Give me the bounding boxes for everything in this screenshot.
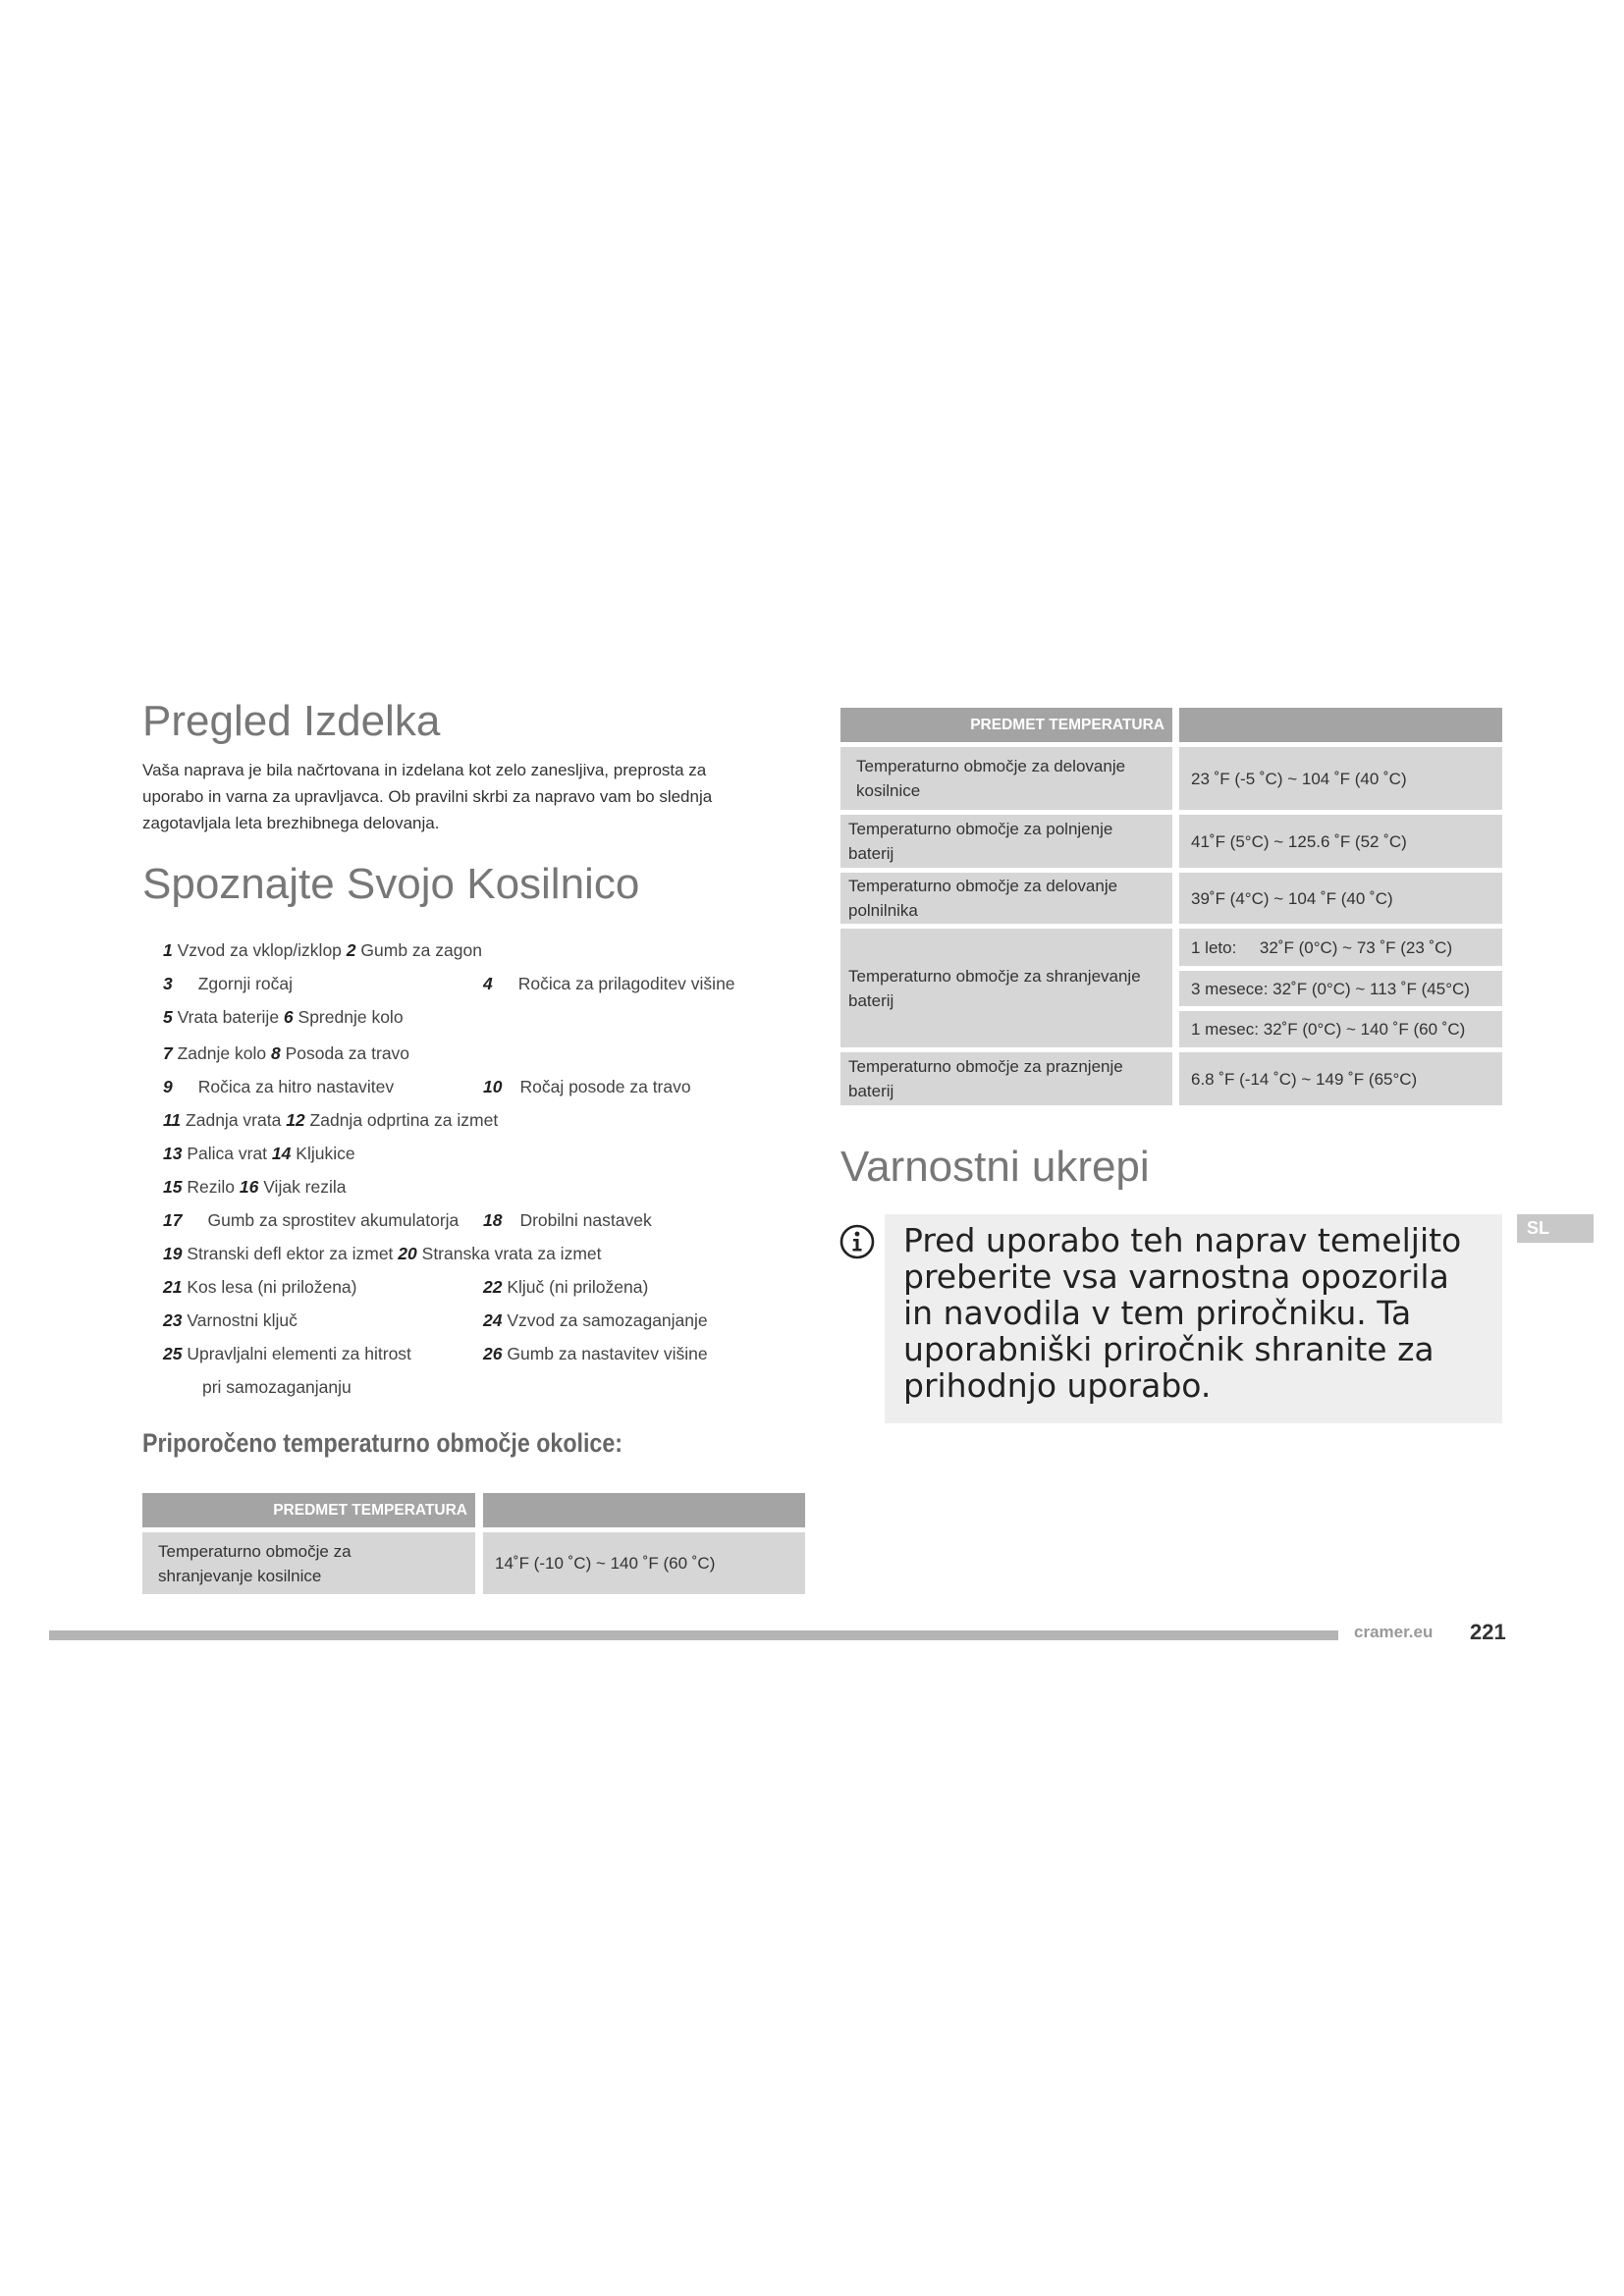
section-title-know-your-mower: Spoznajte Svojo Kosilnico (142, 860, 640, 908)
page-number: 221 (1470, 1620, 1506, 1644)
list-item: 5 Vrata baterije 6 Sprednje kolo (163, 1007, 404, 1027)
table-row-value: 14˚F (-10 ˚C) ~ 140 ˚F (60 ˚C) (483, 1532, 805, 1594)
list-item: 21 Kos lesa (ni priložena) (163, 1277, 357, 1297)
table-row-label: Temperaturno območje za polnjenje baterij (840, 815, 1172, 868)
list-item: 26 Gumb za nastavitev višine (483, 1344, 708, 1363)
list-item: 3 Zgornji ročaj (163, 974, 294, 993)
list-item: 22 Ključ (ni priložena) (483, 1277, 649, 1297)
list-item: 19 Stranski defl ektor za izmet 20 Stranska vrata za izmet (163, 1244, 602, 1263)
intro-paragraph: Vaša naprava je bila načrtovana in izdelana kot zelo zanesljiva, preprosta za uporabo in varna za upravljavca. Ob pravilni skrbi za napravo vam bo slednja zagotavljala leta brezhibnega delovanja. (142, 761, 713, 832)
list-item: 10 Ročaj posode za travo (483, 1077, 691, 1096)
info-icon (839, 1224, 875, 1259)
list-item: 11 Zadnja vrata 12 Zadnja odprtina za izmet (163, 1110, 499, 1130)
recommended-temperature-heading: Priporočeno temperaturno območje okolice: (142, 1428, 623, 1458)
list-item: 7 Zadnje kolo 8 Posoda za travo (163, 1043, 410, 1063)
table-row-value: 6.8 ˚F (-14 ˚C) ~ 149 ˚F (65°C) (1179, 1052, 1502, 1105)
list-item: 17 Gumb za sprostitev akumulatorja (163, 1210, 460, 1230)
list-item: 23 Varnostni ključ (163, 1310, 298, 1330)
table-row-label: Temperaturno območje za praznjenje baterij (840, 1052, 1172, 1105)
list-item: 13 Palica vrat 14 Kljukice (163, 1144, 355, 1163)
table-header-item: PREDMET TEMPERATURA (840, 708, 1172, 742)
table-row-label: Temperaturno območje za delovanje polnilnika (840, 873, 1172, 924)
list-item: 15 Rezilo 16 Vijak rezila (163, 1177, 347, 1197)
list-item: 25 Upravljalni elementi za hitrost (163, 1344, 411, 1363)
footer-website: cramer.eu (1354, 1623, 1434, 1641)
list-item: 9 Ročica za hitro nastavitev (163, 1077, 395, 1096)
list-item: 4 Ročica za prilagoditev višine (483, 974, 735, 993)
table-row-value: 23 ˚F (-5 ˚C) ~ 104 ˚F (40 ˚C) (1179, 747, 1502, 810)
table-row-label: Temperaturno območje za shranjevanje kosilnice (142, 1532, 475, 1594)
table-row-value: 1 mesec: 32˚F (0°C) ~ 140 ˚F (60 ˚C) (1179, 1011, 1502, 1047)
table-header-item: PREDMET TEMPERATURA (142, 1493, 475, 1527)
page-title-product-overview: Pregled Izdelka (142, 697, 441, 745)
table-header-blank (483, 1493, 805, 1527)
table-header-blank (1179, 708, 1502, 742)
list-item-continuation: pri samozaganjanju (202, 1377, 352, 1397)
table-row-label: Temperaturno območje za shranjevanje baterij (840, 929, 1172, 1047)
safety-notice-text: Pred uporabo teh naprav temeljito preberite vsa varnostna opozorila in navodila v tem priročniku. Ta uporabniški priročnik shranite za prihodnjo uporabo. (903, 1221, 1462, 1405)
list-item: 18 Drobilni nastavek (483, 1210, 652, 1230)
footer-bar (49, 1630, 1338, 1640)
list-item: 24 Vzvod za samozaganjanje (483, 1310, 708, 1330)
table-row-value: 3 mesece: 32˚F (0°C) ~ 113 ˚F (45°C) (1179, 971, 1502, 1006)
table-row-value: 1 leto: 32˚F (0°C) ~ 73 ˚F (23 ˚C) (1179, 929, 1502, 966)
table-row-value: 39˚F (4°C) ~ 104 ˚F (40 ˚C) (1179, 873, 1502, 924)
table-row-label: Temperaturno območje za delovanje kosilnice (840, 747, 1172, 810)
list-item: 1 Vzvod za vklop/izklop 2 Gumb za zagon (163, 940, 482, 960)
table-row-value: 41˚F (5°C) ~ 125.6 ˚F (52 ˚C) (1179, 815, 1502, 868)
language-tab: SL (1517, 1214, 1594, 1243)
section-title-safety: Varnostni ukrepi (840, 1143, 1150, 1191)
